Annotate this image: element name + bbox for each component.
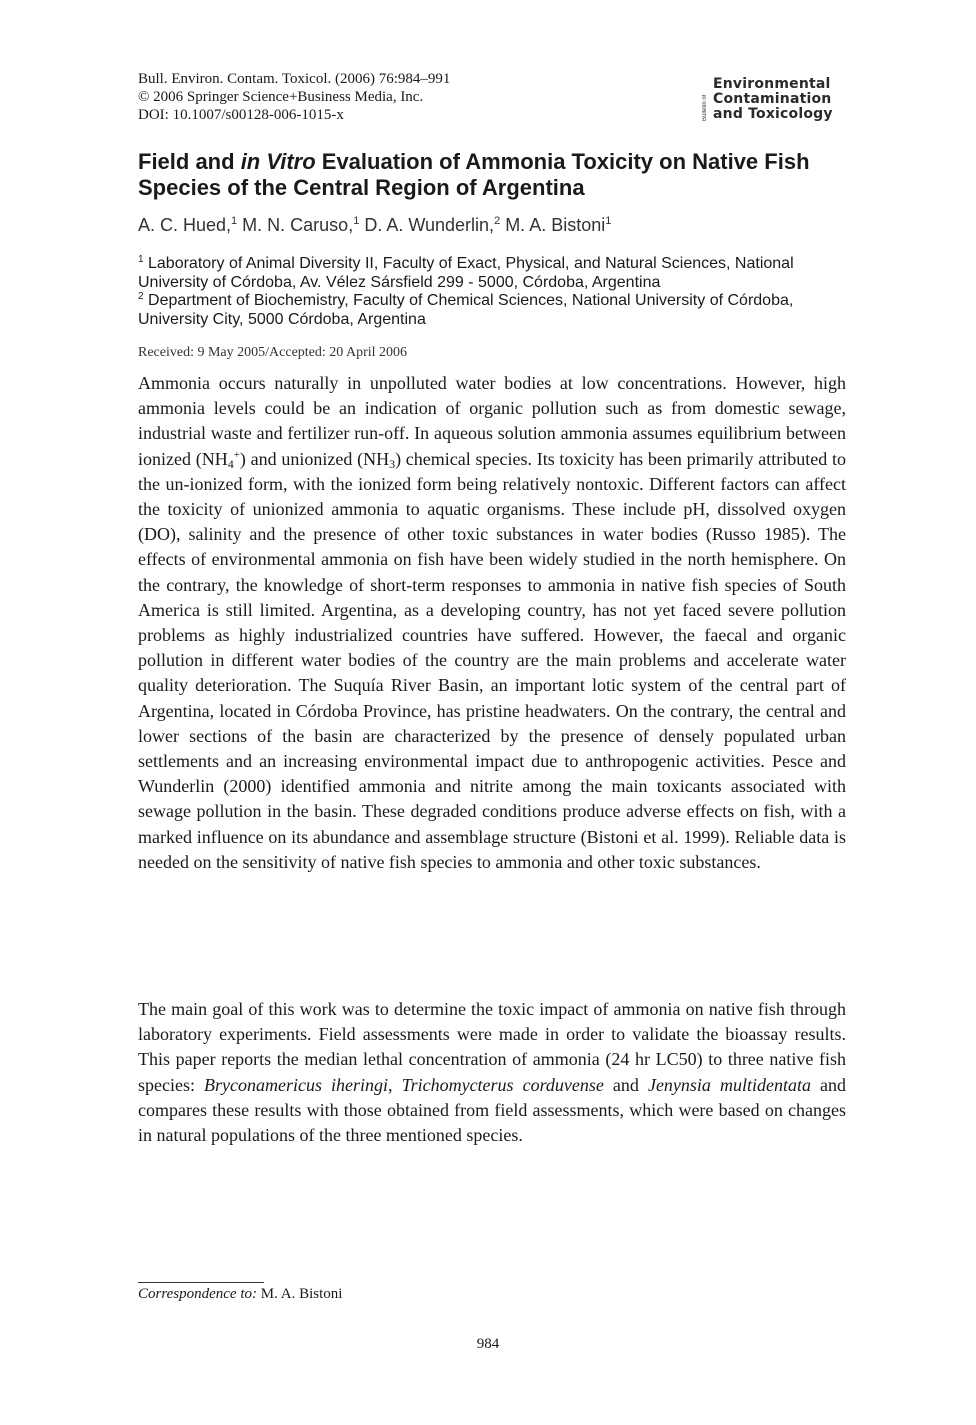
- author-affiliation-mark: 2: [494, 215, 501, 227]
- affiliation-text: Laboratory of Animal Diversity II, Faculty of Exact, Physical, and Natural Sciences, National University of Córdoba, Av. Vélez Sársfield 299 - 5000, Córdoba, Argentina: [138, 255, 794, 291]
- footnote-name: M. A. Bistoni: [257, 1286, 343, 1302]
- affiliation-mark: 2: [138, 291, 144, 302]
- nh3-subscript: 3: [389, 456, 396, 471]
- body-paragraph-2: [138, 997, 846, 1148]
- body-paragraph-1: [138, 371, 846, 875]
- author-name: D. A. Wunderlin,: [359, 215, 495, 235]
- paragraph-1-text-b: ) and unionized (NH: [239, 448, 390, 469]
- author-name: A. C. Hued,: [138, 215, 232, 235]
- footnote-rule: [138, 1282, 264, 1283]
- correspondence-footnote: [138, 1285, 342, 1303]
- author-affiliation-mark: 1: [353, 215, 360, 227]
- nh4-subscript: 4: [227, 456, 234, 471]
- author-affiliation-mark: 1: [231, 215, 238, 227]
- species-name: Trichomycterus corduvense: [401, 1074, 604, 1095]
- title-part-1: Field and: [138, 149, 241, 174]
- paragraph-1-text-c: ) chemical species. Its toxicity has been primarily attributed to the un-ionized form, with the ionized form being relatively nontoxic. Different factors can affect the toxicity of unionized ammonia to aquatic organisms. These include pH, dissolved oxygen (DO), salinity and the presence of other toxic substances in water bodies (Russo 1985). The effects of environmental ammonia on fish have been widely studied in the north hemisphere. On the contrary, the knowledge of short-term responses to ammonia in native fish species of South America is still limited. Argentina, as a developing country, has not yet faced severe pollution problems as highly industrialized countries have suffered. However, the faecal and organic pollution in different water bodies of the country are the main problems and accelerate water quality deterioration. The Suquía River Basin, an important lotic system of the central part of Argentina, located in Córdoba Province, has pristine headwaters. On the contrary, the central and lower sections of the basin are characterized by the presence of densely populated urban settlements and an increasing environmental impact due to anthropogenic activities. Pesce and Wunderlin (2000) identified ammonia and nitrite among the main toxicants associated with sewage pollution in the basin. These degraded conditions produce adverse effects on fish, with a marked influence on its abundance and assemblage structure (Bistoni et al. 1999). Reliable data is needed on the sensitivity of native fish species to ammonia and other toxic substances.: [138, 448, 846, 872]
- journal-logo-line-3: and Toxicology: [713, 106, 833, 122]
- affiliation-mark: 1: [138, 254, 144, 265]
- nh4-superscript: +: [233, 448, 240, 461]
- journal-logo-line-2: Contamination: [713, 91, 832, 107]
- affiliations: [138, 255, 858, 329]
- journal-logo-line-1: Environmental: [713, 76, 831, 92]
- page-number: 984: [476, 1336, 500, 1352]
- citation-journal: Bull. Environ. Contam. Toxicol. (2006) 76:984–991: [138, 71, 451, 87]
- title-part-2: Evaluation of Ammonia Toxicity on Native Fish Species of the Central Region of Argentina: [138, 149, 810, 200]
- affiliation-2: [138, 292, 858, 329]
- received-accepted-dates: Received: 9 May 2005/Accepted: 20 April 2006: [138, 345, 408, 360]
- affiliation-1: [138, 255, 858, 292]
- author-name: M. A. Bistoni: [500, 215, 606, 235]
- citation-doi: DOI: 10.1007/s00128-006-1015-x: [138, 107, 344, 123]
- species-name: Bryconamericus iheringi: [204, 1074, 389, 1095]
- author-list: [138, 213, 611, 237]
- footnote-label: Correspondence to:: [138, 1286, 258, 1302]
- paragraph-2-text-a: The main goal of this work was to determine the toxic impact of ammonia on native fish through laboratory experiments. Field assessments were made in order to validate the bioassay results. This paper reports the median lethal concentration of ammonia (24 hr LC50) to three native fish species:: [138, 999, 846, 1095]
- journal-logo: [702, 77, 864, 125]
- paper-title: [138, 149, 878, 201]
- author-affiliation-mark: 1: [605, 215, 612, 227]
- paragraph-2-text-b: ,: [388, 1074, 402, 1095]
- citation-block: [138, 70, 450, 124]
- title-italic: in Vitro: [240, 149, 316, 174]
- species-name: Jenynsia multidentata: [647, 1074, 811, 1095]
- paragraph-1-text-a: Ammonia occurs naturally in unpolluted water bodies at low concentrations. However, high ammonia levels could be an indication of organic pollution such as from domestic sewage, industrial waste and fertilizer run-off. In aqueous solution ammonia assumes equilibrium between ionized (NH: [138, 373, 846, 469]
- journal-logo-side-text: Bulletin of: [702, 94, 708, 121]
- paragraph-2-text-c: and: [603, 1074, 648, 1095]
- citation-copyright: © 2006 Springer Science+Business Media, Inc.: [138, 89, 424, 105]
- paragraph-2-text-d: and compares these results with those obtained from field assessments, which were based on changes in natural populations of the three mentioned species.: [138, 1074, 846, 1146]
- author-name: M. N. Caruso,: [237, 215, 354, 235]
- affiliation-text: Department of Biochemistry, Faculty of Chemical Sciences, National University of Córdoba, University City, 5000 Córdoba, Argentina: [138, 292, 794, 328]
